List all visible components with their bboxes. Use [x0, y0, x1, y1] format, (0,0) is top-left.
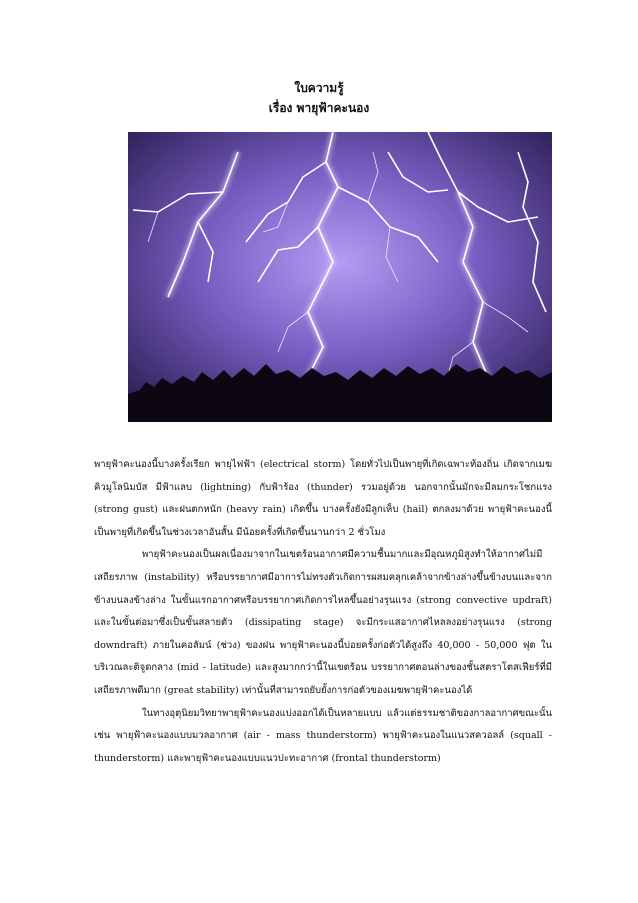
- paragraph-1: พายุฟ้าคะนองนี้บางครั้งเรียก พายุไฟฟ้า (electrical storm) โดยทั่วไปเป็นพายุที่เกิดเฉพาะท้องถิ่น เกิดจากเมฆคิวมูโลนิมบัส มีฟ้าแลบ (lightning) กับฟ้าร้อง (thunder) รวมอยู่ด้วย นอกจากนั้นมักจะมีลมกระโชกแรง (strong gust) และฝนตกหนัก (heavy rain) เกิดขึ้น บางครั้งยังมีลูกเห็บ (hail) ตกลงมาด้วย พายุฟ้าคะนองนี้เป็นพายุที่เกิดขึ้นในช่วงเวลาอันสั้น มีน้อยครั้งที่เกิดขึ้นนานกว่า 2 ชั่วโมง: [94, 459, 552, 538]
- paragraph-2: พายุฟ้าคะนองเป็นผลเนื่องมาจากในเขตร้อนอากาศมีความชื้นมากและมีอุณหภูมิสูงทำให้อากาศไม่มีเสถียรภาพ (instability) หรือบรรยากาศมีอาการไม่ทรงตัวเกิดการผสมคลุกเคล้าจากข้างล่างขึ้นข้างบนและจากข้างบนลงข้างล่าง ในขั้นแรกอากาศหรือบรรยากาศเกิดการไหลขึ้นอย่างรุนแรง (strong convective updraft) และในขั้นต่อมาซึ่งเป็นขั้นสลายตัว (dissipating stage) จะมีกระแสอากาศไหลลงอย่างรุนแรง (strong downdraft) ภายในคอลัมน์ (ช่วง) ของฝน พายุฟ้าคะนองนี้บ่อยครั้งก่อตัวได้สูงถึง 40,000 - 50,000 ฟุต ในบริเวณละติจูดกลาง (mid - latitude) และสูงมากกว่านี้ในเขตร้อน บรรยากาศตอนล่างของชั้นสตราโตสเฟียร์ที่มีเสถียรภาพดีมาก (great stability) เท่านั้นที่สามารถยับยั้งการก่อตัวของเมฆพายุฟ้าคะนองได้: [94, 549, 552, 696]
- paragraph-3: ในทางอุตุนิยมวิทยาพายุฟ้าคะนองแบ่งออกได้เป็นหลายแบบ แล้วแต่ธรรมชาติของกาลอากาศขณะนั้น เช่น พายุฟ้าคะนองแบบมวลอากาศ (air - mass thunderstorm) พายุฟ้าคะนองในแนวสควอลล์ (squall - thunderstorm) และพายุฟ้าคะนองแบบแนวปะทะอากาศ (frontal thunderstorm): [94, 707, 552, 764]
- document-title: ใบความรู้: [294, 81, 344, 95]
- article-body: [94, 454, 552, 770]
- lightning-photo: [128, 132, 552, 422]
- document-subtitle: เรื่อง พายุฟ้าคะนอง: [268, 101, 370, 115]
